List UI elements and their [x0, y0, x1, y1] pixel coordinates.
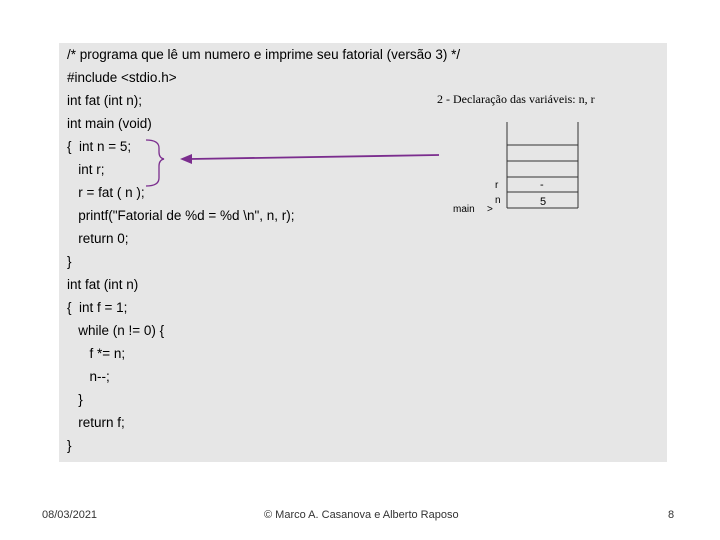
code-line: printf("Fatorial de %d = %d \n", n, r);: [67, 208, 295, 223]
code-line: #include <stdio.h>: [67, 70, 177, 85]
frame-pointer: >: [487, 204, 493, 215]
diagram-title: 2 - Declaração das variáveis: n, r: [437, 92, 595, 106]
code-line: r = fat ( n );: [67, 185, 145, 200]
code-line: while (n != 0) {: [67, 323, 165, 338]
code-line: /* programa que lê um numero e imprime seu fatorial (versão 3) */: [67, 47, 461, 62]
code-line: int main (void): [67, 116, 152, 131]
code-line: return 0;: [67, 231, 129, 246]
code-line: n--;: [67, 369, 110, 384]
code-line: int fat (int n): [67, 277, 139, 292]
code-line: }: [67, 392, 83, 407]
code-line: int fat (int n);: [67, 93, 143, 108]
stack-var-name: r: [495, 180, 499, 191]
page-number: 8: [668, 509, 675, 521]
code-line: return f;: [67, 415, 125, 430]
frame-label: main: [453, 204, 475, 215]
code-line: f *= n;: [67, 346, 126, 361]
stack-var-value: 5: [540, 196, 547, 208]
code-line: int r;: [67, 162, 105, 177]
code-line: }: [67, 438, 72, 453]
footer-date: 08/03/2021: [42, 509, 98, 521]
stack-var-name: n: [495, 195, 501, 206]
code-line: }: [67, 254, 72, 269]
code-block: [67, 43, 460, 457]
footer-credit: © Marco A. Casanova e Alberto Raposo: [264, 509, 459, 521]
stack-var-value: -: [540, 179, 544, 191]
code-line: { int f = 1;: [67, 300, 128, 315]
code-line: { int n = 5;: [67, 139, 132, 154]
